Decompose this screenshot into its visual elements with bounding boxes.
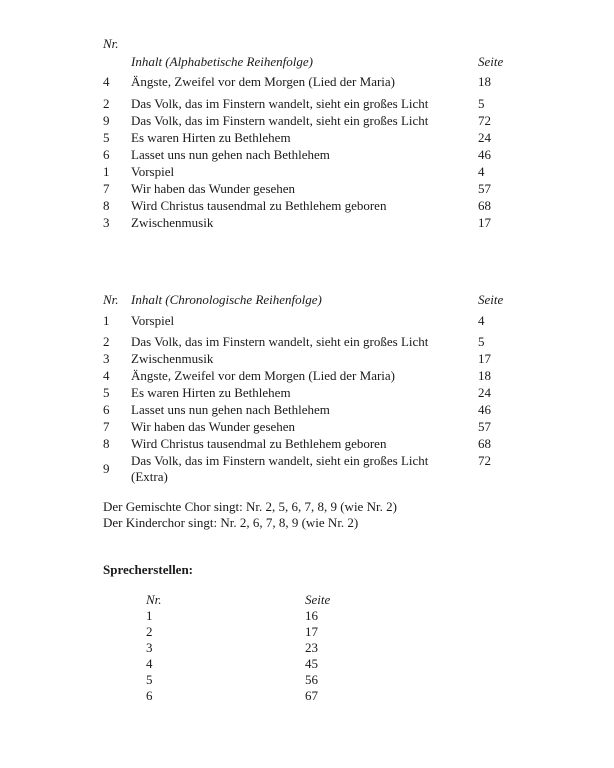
row-page: 17 [478,351,491,366]
row-title-line2: (Extra) [131,469,168,484]
row-page: 72 [478,113,491,128]
sprecher-page: 56 [305,672,318,687]
row-title: Es waren Hirten zu Bethlehem [131,130,291,145]
sprecher-seite-label: Seite [305,592,331,607]
row-nr: 3 [103,351,110,366]
row-nr: 2 [103,334,110,349]
row-page: 46 [478,147,491,162]
note-kinderchor: Der Kinderchor singt: Nr. 2, 6, 7, 8, 9 (wie Nr. 2) [103,515,359,530]
row-page: 68 [478,436,491,451]
row-nr: 4 [103,74,110,89]
table-row [0,181,614,197]
sprecher-page: 67 [305,688,318,703]
row-page: 18 [478,74,491,89]
row-page: 46 [478,402,491,417]
sprecher-nr-label: Nr. [146,592,162,607]
alpha-header: Inhalt (Alphabetische Reihenfolge) [131,54,313,69]
sprecher-page: 17 [305,624,318,639]
table-row [0,368,614,384]
sprecher-nr: 2 [146,624,153,639]
row-nr: 1 [103,164,110,179]
row-title-line1: Das Volk, das im Finstern wandelt, sieht ein großes Licht [131,453,429,468]
row-nr: 8 [103,198,110,213]
table-row [0,419,614,435]
row-nr: 7 [103,181,110,196]
sprecher-page: 45 [305,656,318,671]
row-title: Wir haben das Wunder gesehen [131,419,296,434]
row-nr: 7 [103,419,110,434]
row-title: Lasset uns nun gehen nach Bethlehem [131,147,330,162]
row-title: Ängste, Zweifel vor dem Morgen (Lied der Maria) [131,74,396,89]
alpha-seite-label: Seite [478,54,504,69]
table-row [0,436,614,452]
sprecher-nr: 5 [146,672,153,687]
row-page: 17 [478,215,491,230]
alpha-nr-label: Nr. [103,36,119,51]
chrono-header: Inhalt (Chronologische Reihenfolge) [131,292,322,307]
table-row [0,385,614,401]
row-page: 5 [478,96,485,111]
row-page: 57 [478,419,491,434]
table-row [0,164,614,180]
table-row [0,113,614,129]
row-title: Wird Christus tausendmal zu Bethlehem geboren [131,436,387,451]
row-nr: 9 [103,113,110,128]
row-title: Vorspiel [131,313,175,328]
row-page: 5 [478,334,485,349]
row-nr: 3 [103,215,110,230]
sprecher-page: 16 [305,608,318,623]
row-page: 18 [478,368,491,383]
row-nr: 6 [103,402,110,417]
row-title: Zwischenmusik [131,351,214,366]
row-page: 68 [478,198,491,213]
table-row [0,74,614,90]
table-row [0,215,614,231]
row-page: 57 [478,181,491,196]
table-row [0,130,614,146]
row-nr: 9 [103,461,110,476]
table-row [0,96,614,112]
row-nr: 4 [103,368,110,383]
table-row [0,313,614,329]
table-row [0,351,614,367]
sprecher-page: 23 [305,640,318,655]
row-page: 4 [478,313,485,328]
row-nr: 5 [103,385,110,400]
row-title: Lasset uns nun gehen nach Bethlehem [131,402,330,417]
table-row [0,334,614,350]
row-title: Zwischenmusik [131,215,214,230]
table-row [0,147,614,163]
row-title: Das Volk, das im Finstern wandelt, sieht ein großes Licht [131,96,429,111]
row-page: 24 [478,385,491,400]
row-nr: 1 [103,313,110,328]
row-page: 4 [478,164,485,179]
row-page: 72 [478,453,491,468]
note-gemischter-chor: Der Gemischte Chor singt: Nr. 2, 5, 6, 7, 8, 9 (wie Nr. 2) [103,499,397,514]
row-title: Das Volk, das im Finstern wandelt, sieht ein großes Licht [131,113,429,128]
row-title: Wird Christus tausendmal zu Bethlehem geboren [131,198,387,213]
chrono-seite-label: Seite [478,292,504,307]
row-nr: 6 [103,147,110,162]
table-row [0,402,614,418]
table-row [0,198,614,214]
sprecher-nr: 4 [146,656,153,671]
row-title: Es waren Hirten zu Bethlehem [131,385,291,400]
row-title: Wir haben das Wunder gesehen [131,181,296,196]
sprecher-nr: 3 [146,640,153,655]
row-title: Ängste, Zweifel vor dem Morgen (Lied der Maria) [131,368,396,383]
table-row [0,453,614,487]
row-title: Das Volk, das im Finstern wandelt, sieht ein großes Licht [131,334,429,349]
chrono-header-row [0,292,614,308]
row-page: 24 [478,130,491,145]
chrono-nr-label: Nr. [103,292,119,307]
sprecher-nr: 1 [146,608,153,623]
row-nr: 5 [103,130,110,145]
row-nr: 2 [103,96,110,111]
sprecher-nr: 6 [146,688,153,703]
row-nr: 8 [103,436,110,451]
row-title: Vorspiel [131,164,175,179]
sprecher-title: Sprecherstellen: [103,562,194,577]
